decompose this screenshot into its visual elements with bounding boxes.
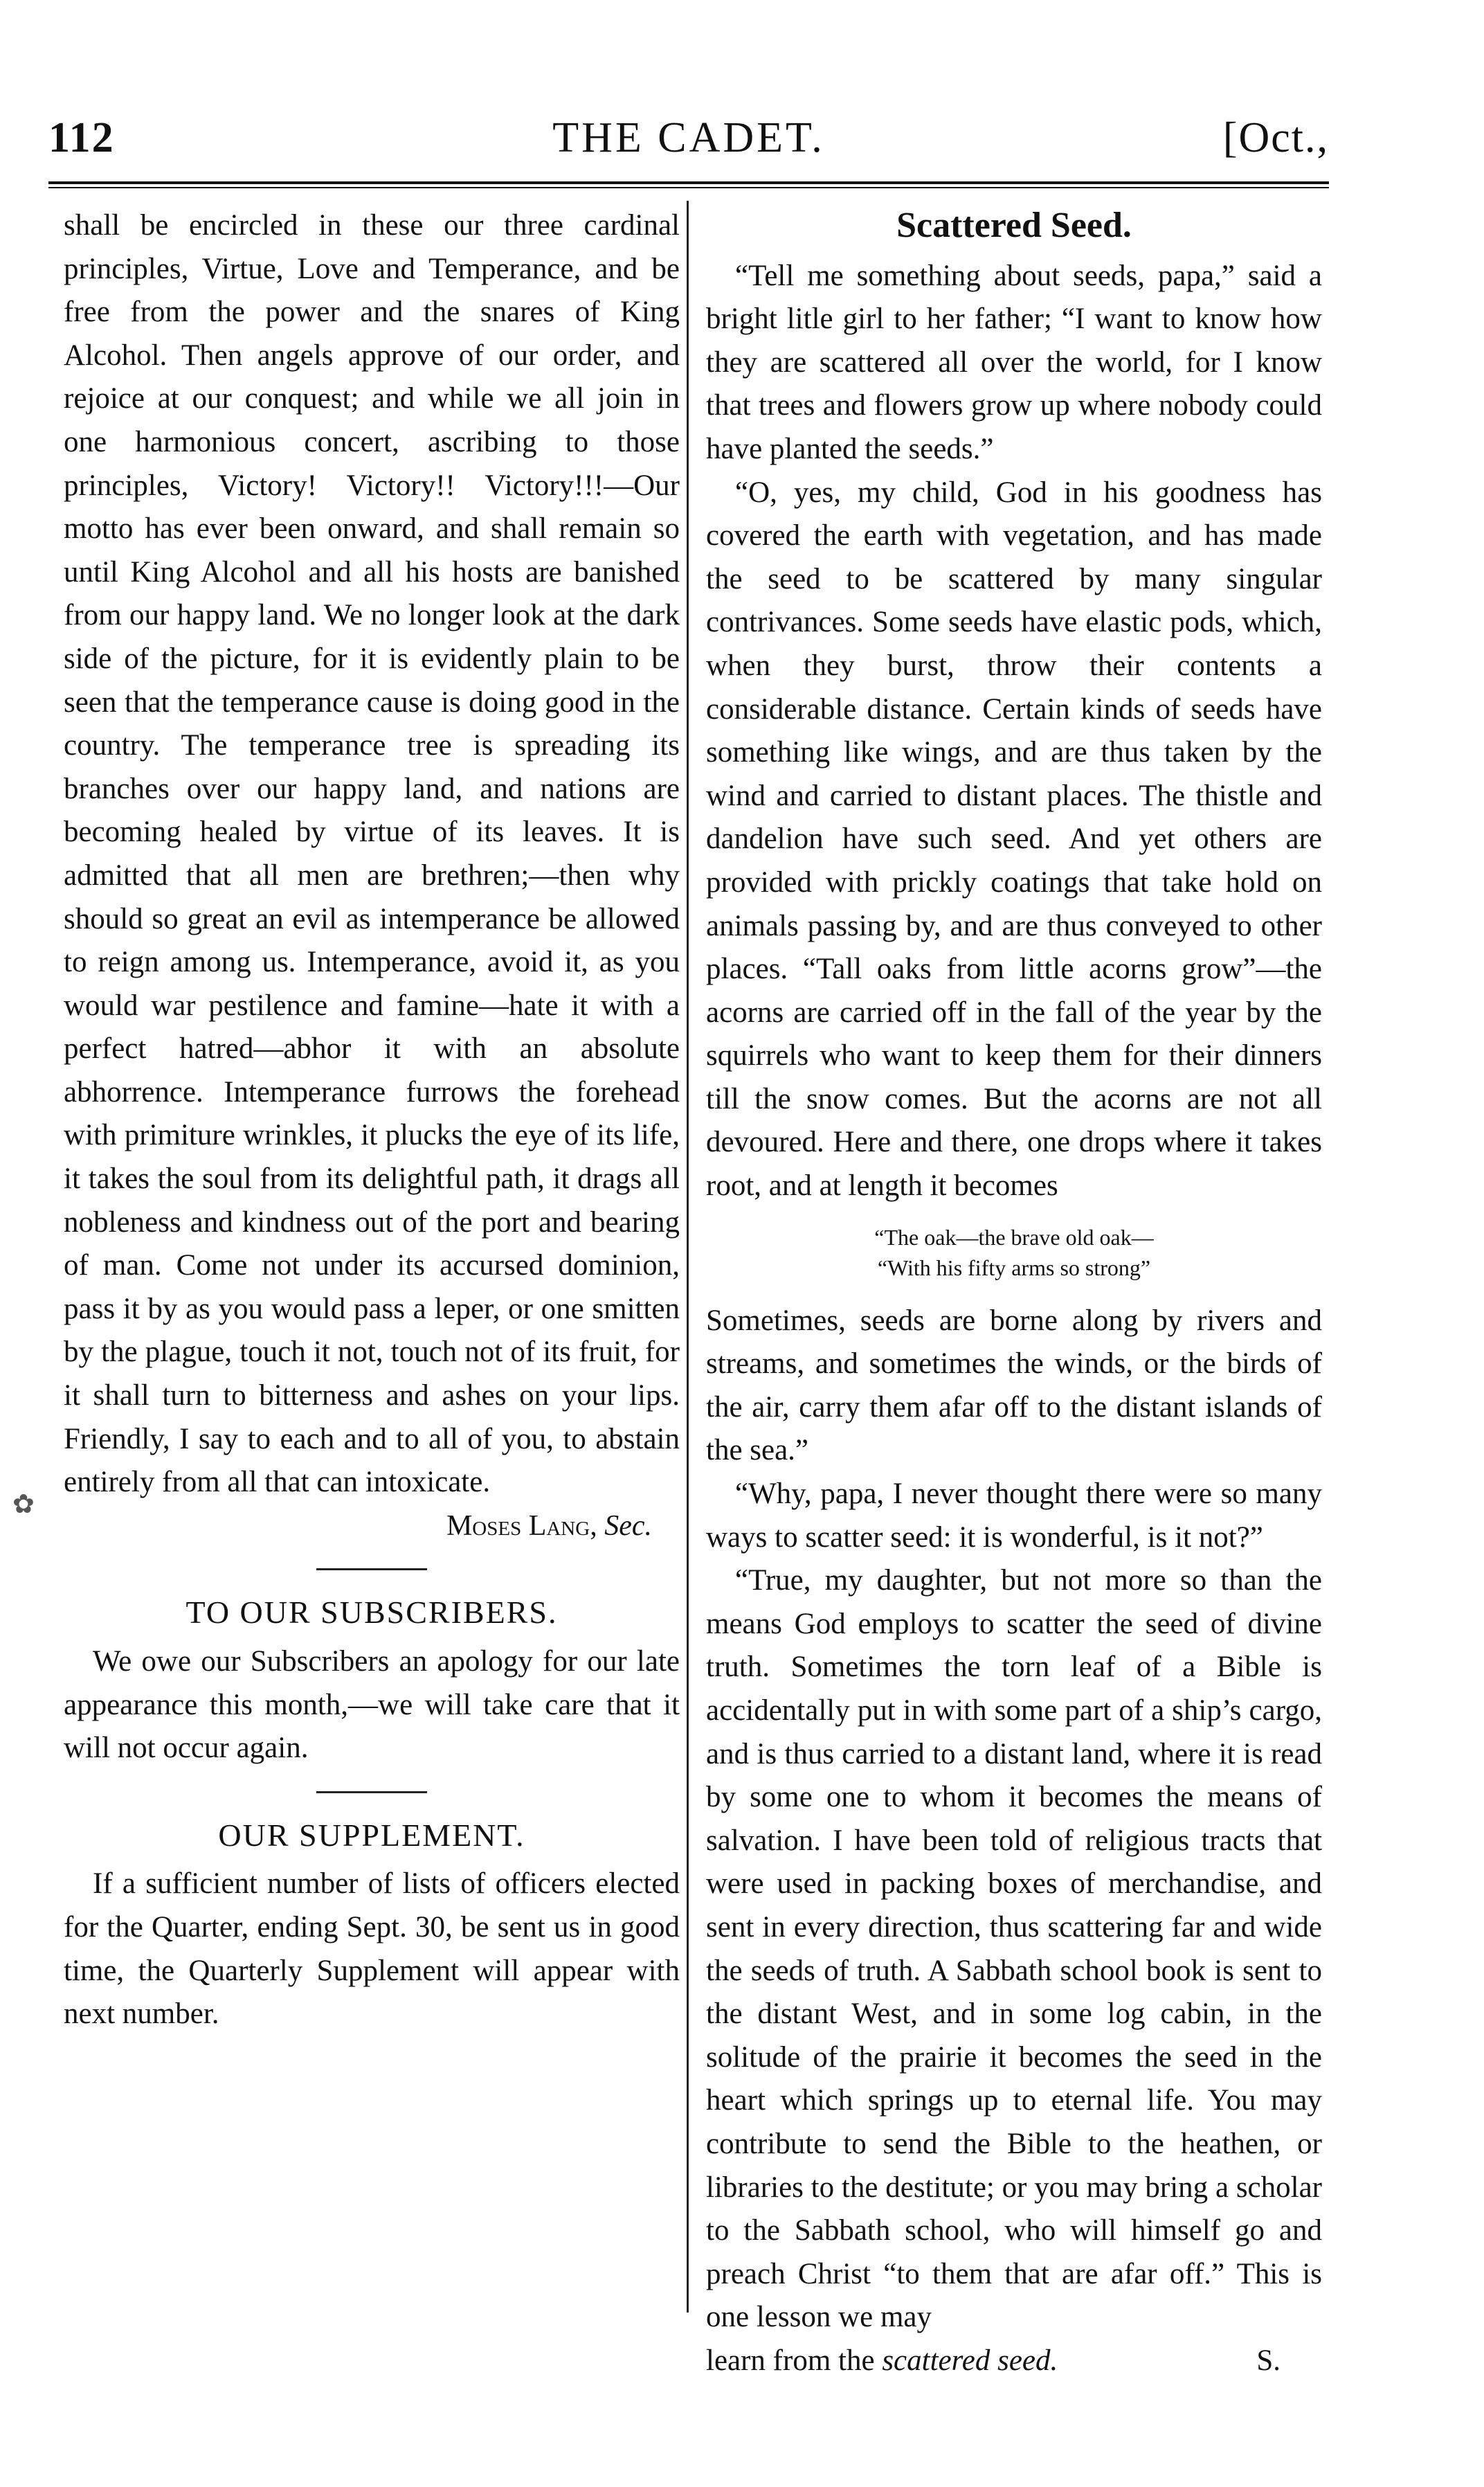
article-paragraph: “Why, papa, I never thought there were so many ways to scatter seed: it is wonderful, is it not?” <box>706 1478 1322 1554</box>
article-paragraph: “True, my daughter, but not more so than the means God employs to scatter the seed of divine truth. Sometimes the torn leaf of a Bible is accidentally put in with some part of a ship’s cargo, and is thus carried to a distant land, where it is read by some one to whom it becomes the means of salvation. I have been told of religious tracts that were used in packing boxes of merchandise, and sent in every direction, thus scattering far and wide the seeds of truth. A Sabbath school book is sent to the distant West, and in some log cabin, in the solitude of the prairie it becomes the seed in the heart which springs up to eternal life. You may contribute to send the Bible to the heathen, or libraries to the destitute; or you may bring a scholar to the Sabbath school, who will himself go and preach Christ “to them that are afar off.” This is one lesson we may <box>706 1564 1322 2334</box>
article-signature <box>64 1505 680 1548</box>
article-title: Scattered Seed. <box>896 206 1132 245</box>
article-paragraph: Sometimes, seeds are borne along by rivers and streams, and sometimes the winds, or the birds of the air, carry them afar off to the distant islands of the sea.” <box>706 1304 1322 1467</box>
header-rule <box>48 181 1329 188</box>
article-closing-line <box>706 2340 1322 2383</box>
page-number: 112 <box>48 114 115 161</box>
article-paragraph: “O, yes, my child, God in his goodness has covered the earth with vegetation, and has made the seed to be scattered by many singular contrivances. Some seeds have elastic pods, which, when they burst, throw their contents a considerable distance. Certain kinds of seeds have something like wings, and are thus taken by the wind and carried to distant places. The thistle and dandelion have such seed. And yet others are provided with prickly coatings that take hold on animals passing by, and are thus conveyed to other places. “Tall oaks from little acorns grow”—the acorns are carried off in the fall of the year by the squirrels who want to keep them for their dinners till the snow comes. But the acorns are not all devoured. Here and there, one drops where it takes root, and at length it becomes <box>706 476 1322 1203</box>
quote-line: “With his fifty arms so strong” <box>877 1255 1151 1280</box>
running-title: THE CADET. <box>552 114 825 161</box>
closing-italic: scattered seed. <box>882 2344 1058 2377</box>
supplement-heading: OUR SUPPLEMENT. <box>218 1817 525 1853</box>
right-column <box>706 204 1322 2383</box>
subscribers-text: We owe our Subscribers an apology for our late appearance this month,—we will take care that it will not occur again. <box>64 1645 680 1765</box>
article-paragraph: “Tell me something about seeds, papa,” said a bright litle girl to her father; “I want to know how they are scattered all over the world, for I know that trees and flowers grow up where nobody could have planted the seeds.” <box>706 259 1322 465</box>
supplement-text: If a sufficient number of lists of officers elected for the Quarter, ending Sept. 30, be sent us in good time, the Quarterly Supplement will appear with next number. <box>64 1867 680 2031</box>
quote-line: “The oak—the brave old oak— <box>874 1224 1154 1250</box>
section-divider <box>316 1568 427 1570</box>
continued-article-text: shall be encircled in these our three cardinal principles, Virtue, Love and Temperance, and be free from the power and the snares of King Alcohol. Then angels approve of our order, and rejoice at our conquest; and while we all join in one harmonious concert, ascribing to those principles, Victory! Victory!! Victory!!!—Our motto has ever been onward, and shall remain so until King Alcohol and all his hosts are banished from our happy land. We no longer look at the dark side of the picture, for it is evidently plain to be seen that the temperance cause is doing good in the country. The temperance tree is spreading its branches over our happy land, and nations are becoming healed by virtue of its leaves. It is admitted that all men are brethren;—then why should so great an evil as intemperance be allowed to reign among us. Intemperance, avoid it, as you would war pestilence and famine—hate it with a perfect hatred—abhor it with an absolute abhorrence. Intemperance furrows the forehead with primiture wrinkles, it plucks the eye of its life, it takes the soul from its delightful path, it drags all nobleness and kindness out of the port and bearing of man. Come not under its accursed dominion, pass it by as you would pass a leper, or one smitten by the plague, touch it not, touch not of its fruit, for it shall turn to bitterness and ashes on your lips. Friendly, I say to each and to all of you, to abstain entirely from all that can intoxicate. <box>64 209 680 1499</box>
column-divider <box>687 201 689 2313</box>
left-column <box>64 204 680 2036</box>
closing-text <box>706 2340 1058 2383</box>
page-header <box>48 104 1329 180</box>
closing-prefix: learn from the <box>706 2344 875 2377</box>
margin-mark-icon: ✿ <box>12 1490 35 1519</box>
author-initial: S. <box>1256 2344 1281 2377</box>
signature-name: Moses Lang, <box>446 1509 597 1542</box>
running-date: [Oct., <box>1222 114 1329 161</box>
signature-title: Sec. <box>604 1509 652 1542</box>
subscribers-heading: TO OUR SUBSCRIBERS. <box>186 1595 558 1631</box>
poem-quote <box>706 1222 1322 1283</box>
section-divider <box>316 1791 427 1793</box>
